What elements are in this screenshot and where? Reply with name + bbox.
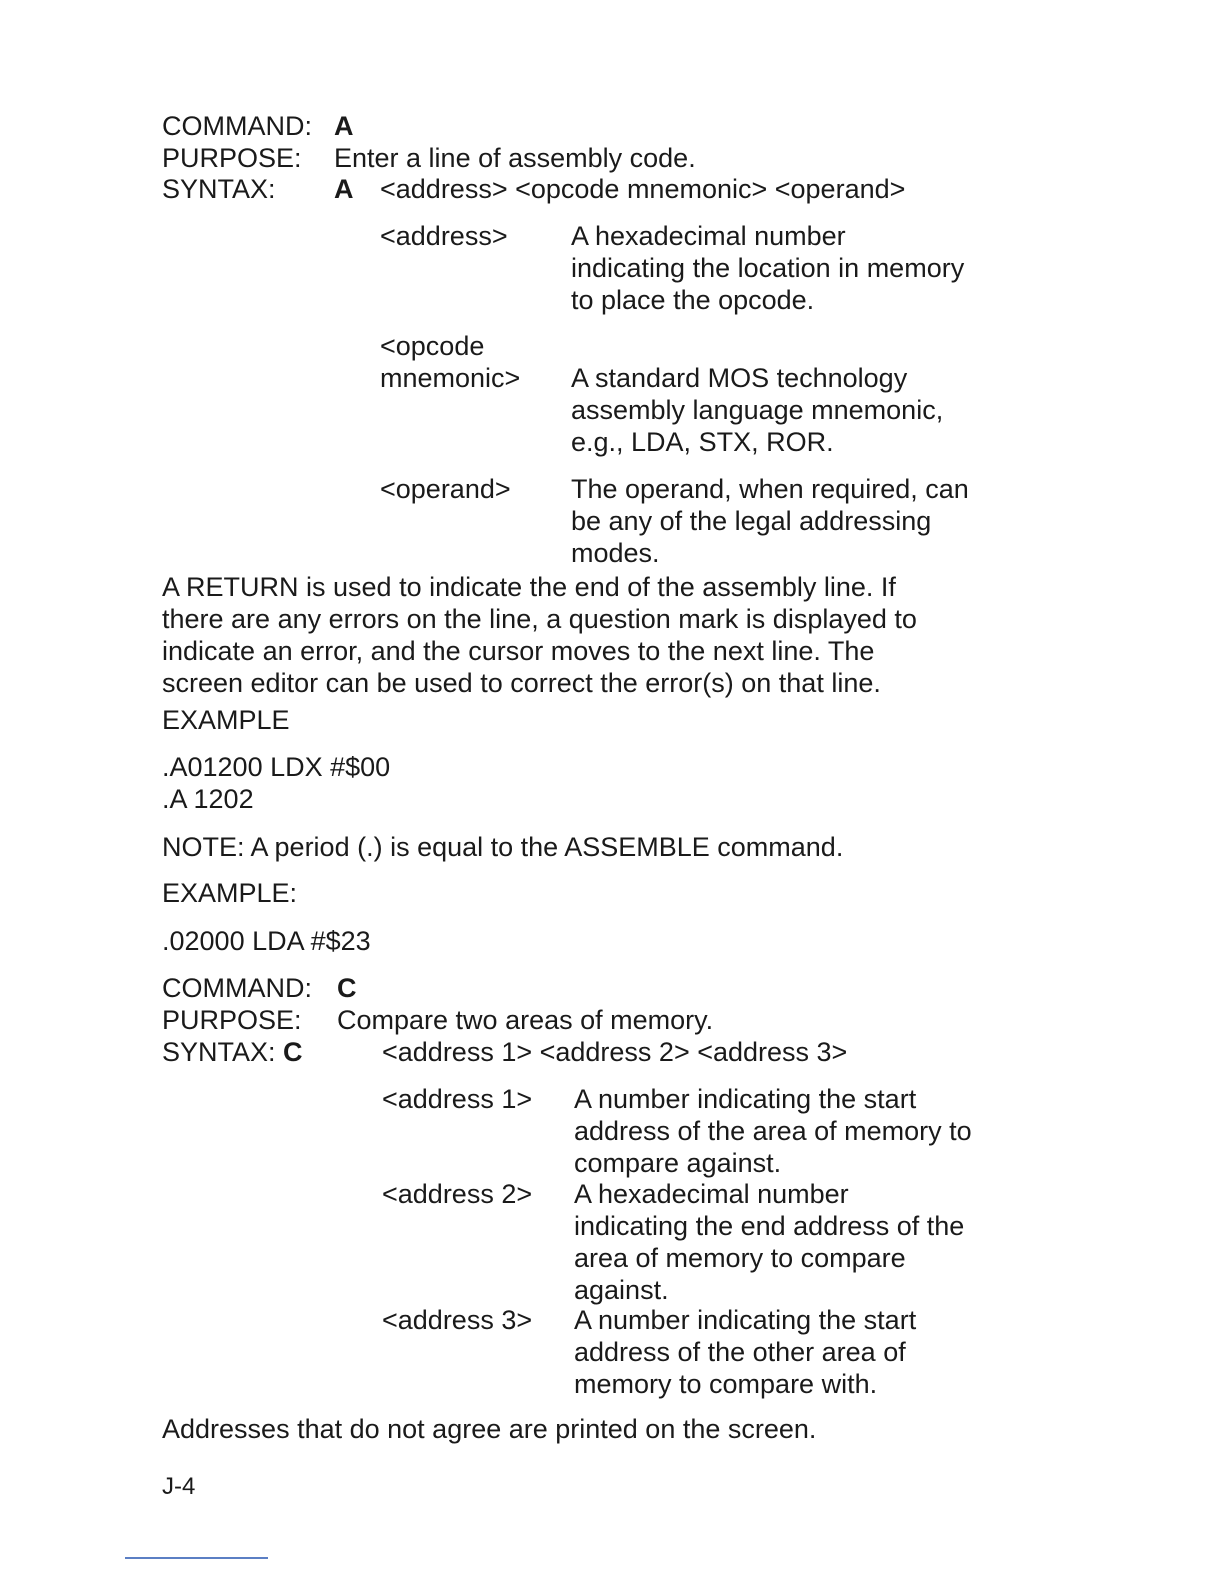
bottom-rule	[125, 1557, 268, 1559]
param-term: <address 1>	[382, 1084, 533, 1114]
syntax-label: SYNTAX:	[162, 174, 276, 204]
command-label: COMMAND:	[162, 973, 312, 1003]
param-description: A number indicating the start address of the other area of memory to compare with.	[574, 1305, 917, 1399]
param-description: The operand, when required, can be any of the legal addressing modes.	[571, 474, 969, 568]
example-label: EXAMPLE:	[162, 878, 298, 908]
param-description: A standard MOS technology assembly language mnemonic, e.g., LDA, STX, ROR.	[571, 363, 944, 457]
param-description: A hexadecimal number indicating the location in memory to place the opcode.	[571, 221, 965, 315]
purpose-text: Compare two areas of memory.	[337, 1005, 714, 1035]
syntax-letter: C	[283, 1037, 303, 1067]
purpose-text: Enter a line of assembly code.	[334, 143, 696, 173]
param-term: <address>	[380, 221, 508, 251]
param-description: A hexadecimal number indicating the end address of the area of memory to compare against.	[574, 1179, 965, 1305]
page-number: J-4	[162, 1473, 196, 1500]
param-term: <opcode mnemonic>	[380, 331, 521, 393]
syntax-args: <address> <opcode mnemonic> <operand>	[380, 174, 906, 204]
example-code: .02000 LDA #$23	[162, 926, 371, 956]
param-term: <operand>	[380, 474, 511, 504]
command-c-letter: C	[337, 973, 357, 1003]
purpose-label: PURPOSE:	[162, 1005, 302, 1035]
param-description: A number indicating the start address of the area of memory to compare against.	[574, 1084, 972, 1178]
param-term: <address 2>	[382, 1179, 533, 1209]
syntax-label: SYNTAX:	[162, 1037, 276, 1067]
body-paragraph: A RETURN is used to indicate the end of the assembly line. If there are any errors on the line, a question mark is displayed to indicate an error, and the cursor moves to the next line. The screen editor can be used to correct the error(s) on that line.	[162, 572, 917, 698]
param-term: <address 3>	[382, 1305, 533, 1335]
footer-text: Addresses that do not agree are printed on the screen.	[162, 1414, 817, 1444]
example-code: .A01200 LDX #$00 .A 1202	[162, 752, 391, 814]
syntax-letter: A	[334, 174, 354, 204]
example-label: EXAMPLE	[162, 705, 290, 735]
purpose-label: PURPOSE:	[162, 143, 302, 173]
command-a-label-row	[162, 110, 312, 142]
syntax-label-row	[162, 1036, 303, 1068]
syntax-args: <address 1> <address 2> <address 3>	[382, 1037, 848, 1067]
command-label: COMMAND:	[162, 111, 312, 141]
command-a-letter: A	[334, 111, 354, 141]
note-text: NOTE: A period (.) is equal to the ASSEMBLE command.	[162, 832, 844, 862]
